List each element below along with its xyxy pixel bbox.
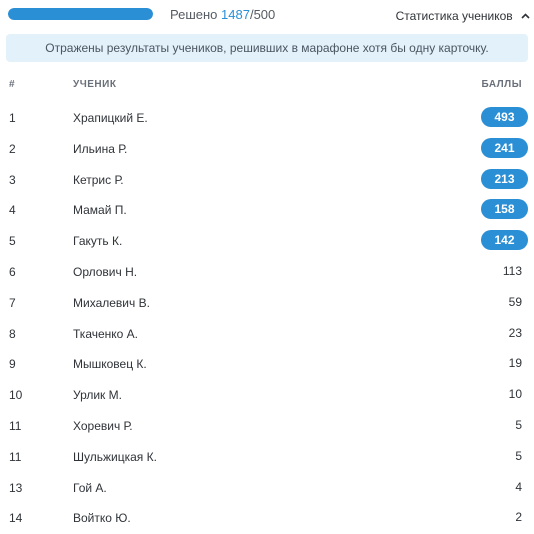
row-score: 2 bbox=[515, 510, 522, 525]
row-student-name: Хоревич Р. bbox=[73, 418, 133, 433]
score-badge: 158 bbox=[481, 199, 528, 219]
score-badge: 241 bbox=[481, 138, 528, 158]
row-rank: 10 bbox=[9, 388, 23, 403]
row-score: 113 bbox=[502, 263, 522, 278]
row-student-name: Орлович Н. bbox=[73, 264, 138, 279]
table-body bbox=[0, 102, 534, 533]
leaderboard-table bbox=[0, 66, 534, 533]
row-score: 5 bbox=[515, 448, 522, 463]
table-row bbox=[0, 194, 534, 225]
solved-count: 1487 bbox=[221, 7, 250, 22]
table-row bbox=[0, 164, 534, 195]
table-row bbox=[0, 225, 534, 256]
row-student-name: Михалевич В. bbox=[73, 295, 150, 310]
solved-total: /500 bbox=[249, 7, 276, 22]
row-student-name: Храпицкий Е. bbox=[73, 111, 148, 125]
chevron-up-icon bbox=[521, 11, 530, 21]
row-rank: 11 bbox=[9, 449, 22, 464]
table-header bbox=[0, 66, 534, 102]
row-rank: 13 bbox=[9, 480, 23, 495]
table-row bbox=[0, 379, 534, 410]
row-student-name: Гакуть К. bbox=[73, 234, 123, 249]
row-student-name: Кетрис Р. bbox=[73, 172, 124, 187]
row-rank: 4 bbox=[9, 203, 16, 218]
row-student-name: Войтко Ю. bbox=[73, 511, 131, 526]
row-rank: 9 bbox=[9, 357, 16, 372]
row-rank: 7 bbox=[9, 295, 16, 310]
info-notice-text: Отражены результаты учеников, решивших в марафоне хотя бы одну карточку. bbox=[45, 41, 489, 55]
row-student-name: Мышковец К. bbox=[73, 357, 147, 372]
row-student-name: Ткаченко А. bbox=[73, 326, 139, 341]
row-score: 23 bbox=[508, 325, 522, 340]
score-badge: 213 bbox=[481, 169, 528, 189]
row-rank: 2 bbox=[9, 141, 16, 156]
row-student-name: Гой А. bbox=[73, 480, 107, 495]
solved-label: Решено bbox=[170, 7, 218, 22]
solved-counter bbox=[170, 7, 275, 22]
table-row bbox=[0, 287, 534, 318]
table-row bbox=[0, 318, 534, 349]
column-header-student: УЧЕНИК bbox=[73, 79, 117, 90]
table-row bbox=[0, 348, 534, 379]
table-row bbox=[0, 256, 534, 287]
score-badge: 493 bbox=[481, 107, 528, 127]
progress-bar bbox=[8, 8, 153, 20]
row-score: 19 bbox=[508, 356, 522, 371]
row-rank: 1 bbox=[9, 111, 16, 125]
table-row bbox=[0, 502, 534, 533]
top-bar bbox=[0, 0, 534, 30]
progress-bar-fill bbox=[8, 8, 153, 20]
student-stats-toggle-label: Статистика учеников bbox=[395, 9, 513, 23]
row-rank: 5 bbox=[9, 234, 16, 249]
table-row bbox=[0, 410, 534, 441]
row-score: 4 bbox=[515, 479, 522, 494]
info-notice bbox=[6, 34, 528, 62]
table-row bbox=[0, 441, 534, 472]
row-rank: 14 bbox=[9, 511, 23, 526]
row-rank: 11 bbox=[9, 418, 22, 433]
score-badge: 142 bbox=[481, 230, 528, 250]
student-stats-toggle[interactable] bbox=[396, 9, 530, 23]
row-rank: 6 bbox=[9, 264, 16, 279]
table-row bbox=[0, 133, 534, 164]
row-student-name: Ильина Р. bbox=[73, 141, 128, 156]
row-rank: 3 bbox=[9, 172, 16, 187]
column-header-score: БАЛЛЫ bbox=[481, 79, 522, 90]
column-header-rank: # bbox=[9, 79, 16, 90]
row-student-name: Шульжицкая К. bbox=[73, 449, 157, 464]
row-student-name: Урлик М. bbox=[73, 388, 122, 403]
row-score: 59 bbox=[508, 294, 522, 309]
table-row bbox=[0, 102, 534, 133]
row-rank: 8 bbox=[9, 326, 16, 341]
table-row bbox=[0, 472, 534, 503]
row-student-name: Мамай П. bbox=[73, 203, 127, 218]
row-score: 10 bbox=[508, 387, 522, 402]
row-score: 5 bbox=[515, 417, 522, 432]
